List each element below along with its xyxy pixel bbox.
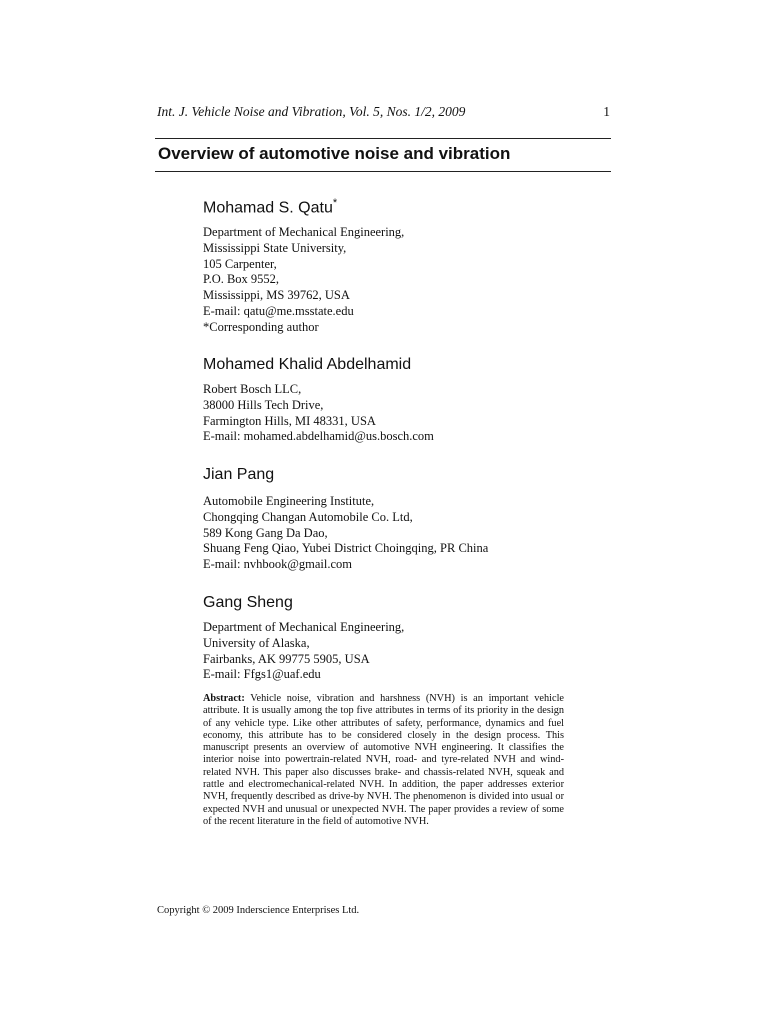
author-name-text: Mohamad S. Qatu: [203, 199, 333, 217]
affiliation-email: E-mail: Ffgs1@uaf.edu: [203, 667, 321, 682]
affiliation-email: E-mail: qatu@me.msstate.edu: [203, 303, 354, 318]
author-affiliation: [203, 620, 404, 683]
journal-citation: Int. J. Vehicle Noise and Vibration, Vol. 5, Nos. 1/2, 2009: [157, 104, 466, 119]
affiliation-line: Mississippi State University,: [203, 240, 347, 255]
affiliation-line: 105 Carpenter,: [203, 256, 277, 271]
copyright-notice: Copyright © 2009 Inderscience Enterprises Ltd.: [157, 905, 360, 916]
author-name-text: Mohamed Khalid Abdelhamid: [203, 356, 412, 373]
affiliation-line: Automobile Engineering Institute,: [203, 494, 375, 508]
affiliation-line: Shuang Feng Qiao, Yubei District Choingqing, PR China: [203, 541, 489, 556]
affiliation-line: 589 Kong Gang Da Dao,: [203, 525, 328, 540]
title-rule-top: [155, 138, 611, 139]
affiliation-line: University of Alaska,: [203, 635, 310, 650]
corresponding-marker: *: [332, 197, 338, 209]
affiliation-email: E-mail: mohamed.abdelhamid@us.bosch.com: [203, 429, 434, 444]
affiliation-line: Farmington Hills, MI 48331, USA: [203, 413, 376, 428]
author-name: [203, 466, 274, 484]
affiliation-line: Mississippi, MS 39762, USA: [203, 288, 350, 303]
affiliation-line: Chongqing Changan Automobile Co. Ltd,: [203, 509, 413, 524]
abstract: [203, 693, 564, 828]
author-name-text: Jian Pang: [203, 466, 275, 483]
paper-title: Overview of automotive noise and vibration: [158, 144, 511, 163]
abstract-label: Abstract:: [203, 693, 245, 704]
page-number: 1: [603, 104, 610, 119]
author-affiliation: [203, 225, 404, 336]
author-name: [203, 197, 337, 217]
affiliation-line: *Corresponding author: [203, 319, 319, 334]
author-name-text: Gang Sheng: [203, 594, 293, 611]
affiliation-line: 38000 Hills Tech Drive,: [203, 397, 324, 412]
running-header: [157, 104, 610, 124]
abstract-text: Vehicle noise, vibration and harshness (NVH) is an important vehicle attribute. It is usually among the top five attributes in terms of its priority in the design of any vehicle type. Like other attributes of safety, performance, dynamics and fuel economy, this attribute has to be considered closely in the design process. This manuscript presents an overview of automotive NVH engineering. It classifies the interior noise into powertrain-related NVH, road- and tyre-related NVH and wind-related NVH. This paper also discusses brake- and chassis-related NVH, squeak and rattle and electromechanical-related NVH. In addition, the paper addresses exterior NVH, frequently described as drive-by NVH. The phenomenon is divided into usual or expected NVH and unusual or unexpected NVH. The paper provides a review of some of the recent literature in the field of automotive NVH.: [203, 693, 564, 827]
affiliation-line: Robert Bosch LLC,: [203, 382, 302, 396]
affiliation-line: P.O. Box 9552,: [203, 272, 280, 287]
author-affiliation: [203, 382, 434, 445]
author-name: [203, 356, 411, 374]
author-affiliation: [203, 494, 488, 573]
author-name: [203, 594, 293, 612]
affiliation-email: E-mail: nvhbook@gmail.com: [203, 557, 352, 572]
affiliation-line: Fairbanks, AK 99775 5905, USA: [203, 651, 370, 666]
title-rule-bottom: [155, 171, 611, 172]
affiliation-line: Department of Mechanical Engineering,: [203, 620, 405, 634]
affiliation-line: Department of Mechanical Engineering,: [203, 225, 405, 239]
